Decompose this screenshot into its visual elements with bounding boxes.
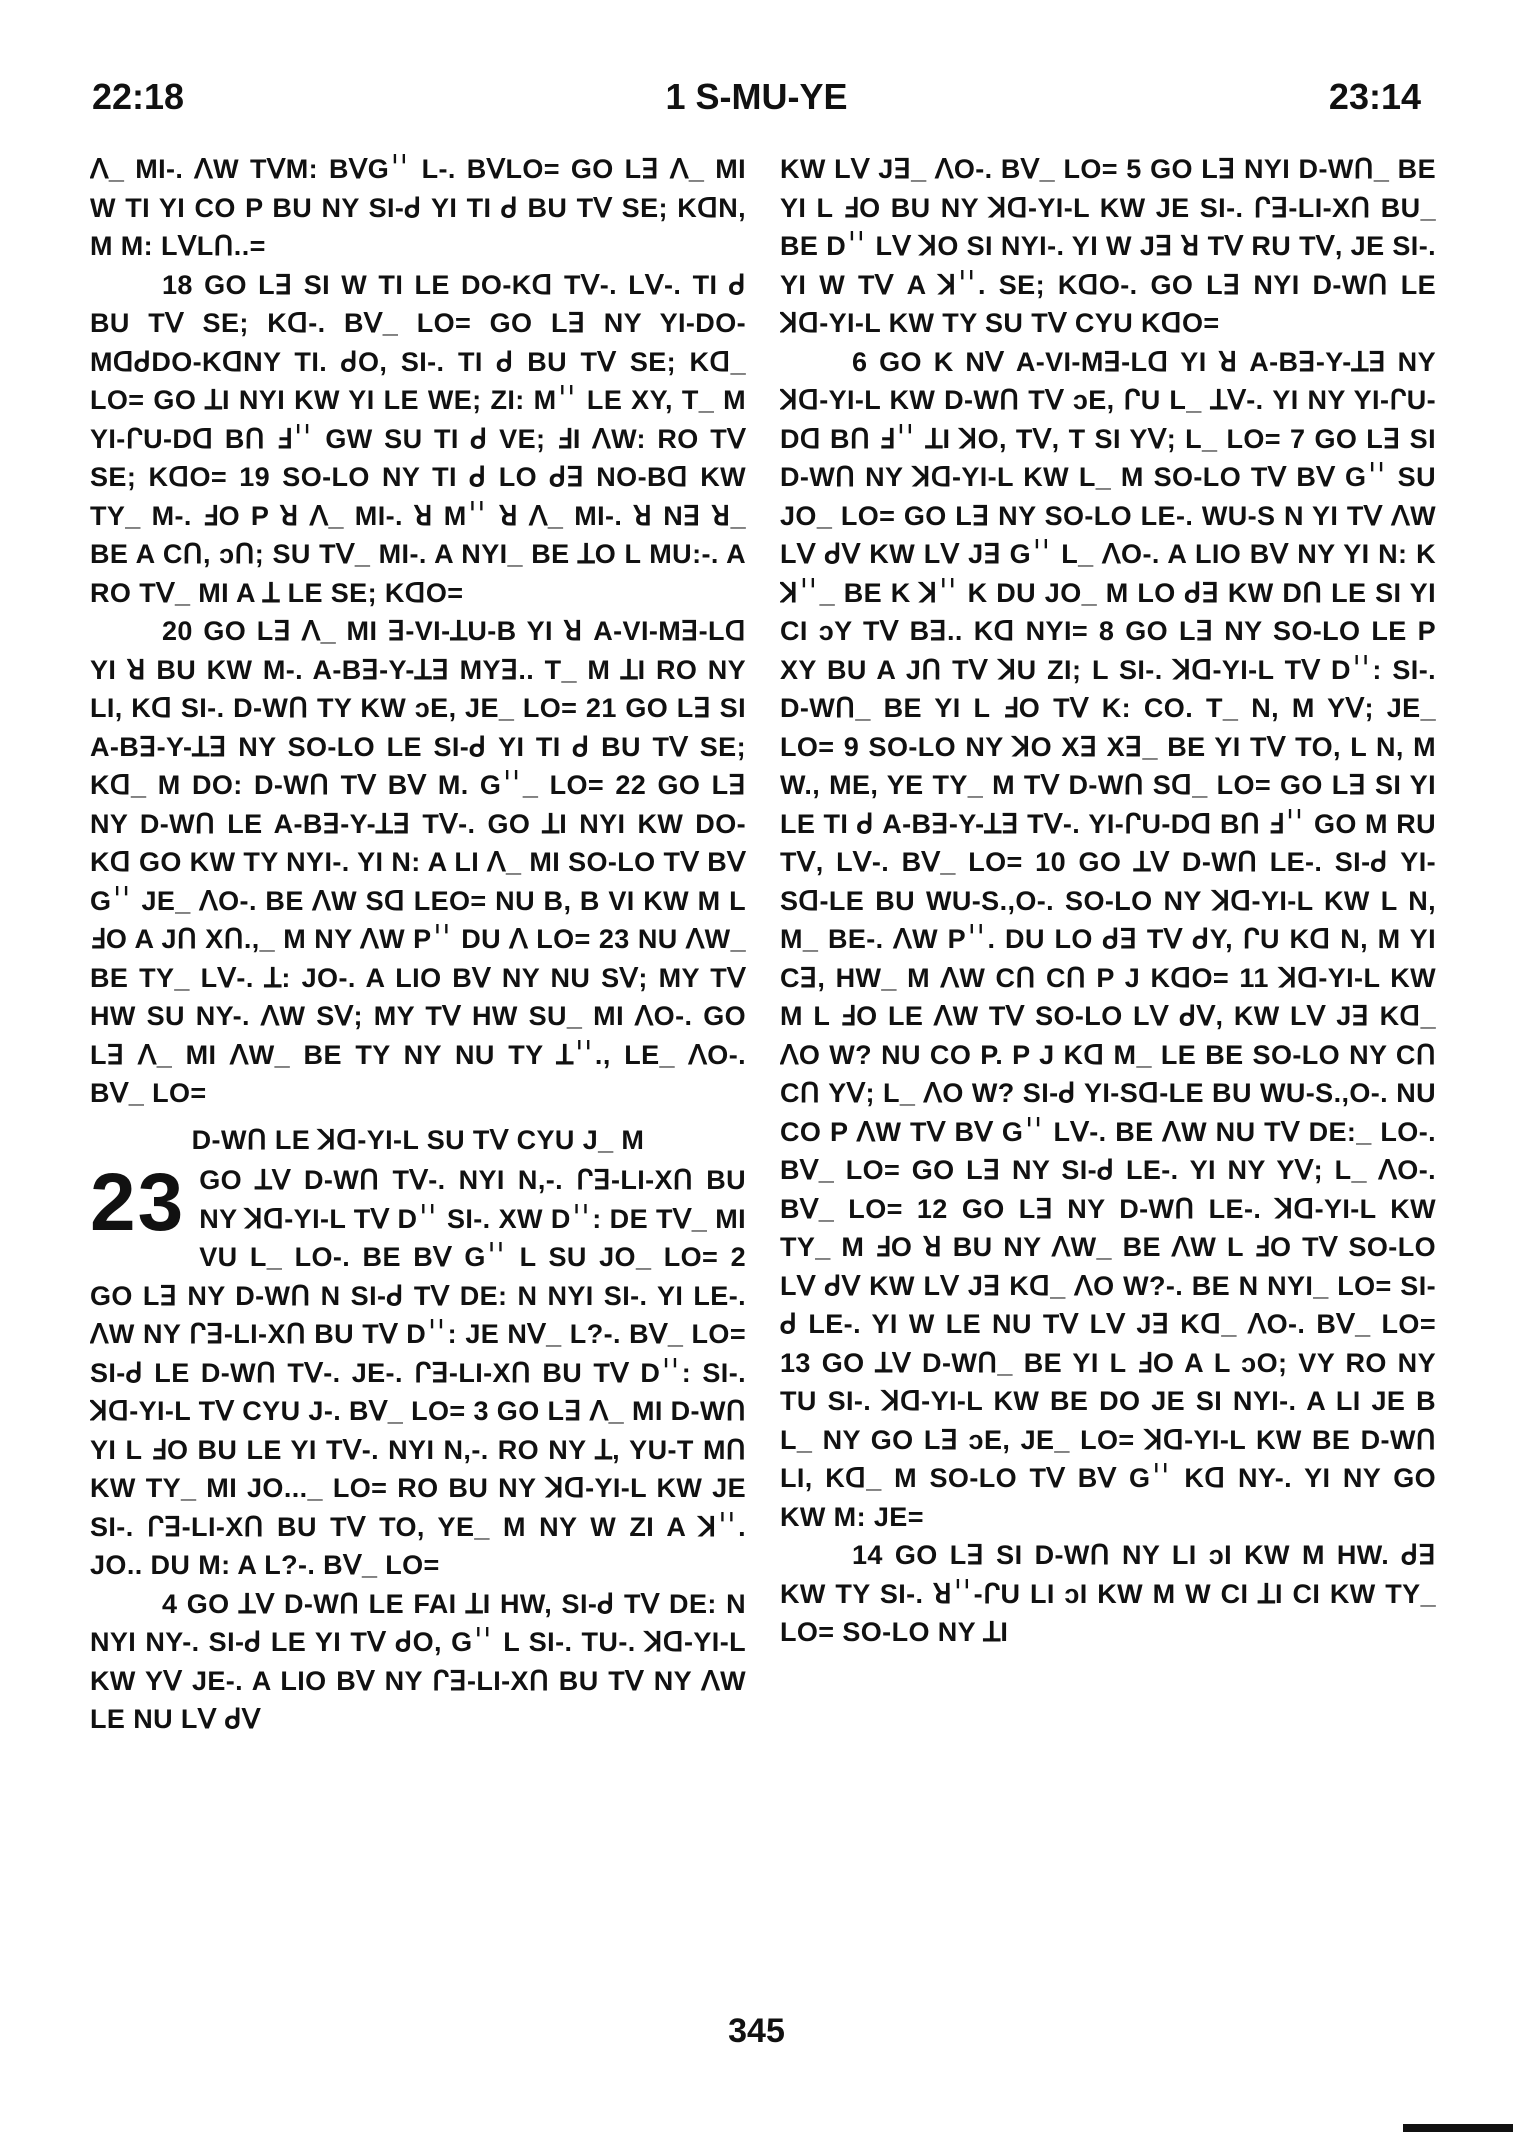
running-head — [0, 76, 1513, 126]
paragraph: ᐱ_ MI-. ᐱW TᐯM: BᐯG꓆ L-. BᐯLO= GO Lꓱ ᐱ_ MI W TI YI CO P BU NY SI-ᑯ YI TI ᑯ BU Tᐯ SE; KᗡN, M M: LᐯLՈ..= — [90, 154, 746, 261]
page-number: 345 — [728, 2012, 785, 2050]
corner-rule — [1403, 2124, 1513, 2132]
paragraph: 14 GO Lꓱ SI D-WՈ NY LI ↄI KW M HW. ᑯꓱ KW TY SI-. ꓤ꓆-ᒋU LI ↄI KW M W CI ꓕI CI KW TY_ LO= SO-LO NY ꓕI — [780, 1540, 1436, 1647]
book-title: 1 S-MU-YE — [665, 76, 848, 117]
left-text-column — [90, 150, 746, 1739]
paragraph: 18 GO Lꓱ SI W TI LE DO-Kᗡ Tᐯ-. Lᐯ-. TI ᑯ BU Tᐯ SE; Kᗡ-. Bᐯ_ LO= GO Lꓱ NY YI-DO-MᗡᑯDO-KᗡNY TI. ᑯO, SI-. TI ᑯ BU Tᐯ SE; Kᗡ_ LO= GO ꓕI NYI KW YI LE WE; ZI: M꓆ LE XY, T_ M YI-ᒋU-Dᗡ BՈ ꓞ꓆ GW SU TI ᑯ VE; ꓞI ᐱW: RO Tᐯ SE; KᗡO= 19 SO-LO NY TI ᑯ LO ᑯꓱ NO-Bᗡ KW TY_ M-. ꓞO P ꓤ ᐱ_ MI-. ꓤ M꓆ ꓤ ᐱ_ MI-. ꓤ Nꓱ ꓤ_ BE A CՈ, ↄՈ; SU Tᐯ_ MI-. A NYI_ BE ꓕO L MU:-. A RO Tᐯ_ MI A ꓕ LE SE; KᗡO= — [90, 269, 746, 608]
chapter-number: 23 — [90, 1157, 186, 1248]
paragraph: KW Lᐯ Jꓱ_ ᐱO-. Bᐯ_ LO= 5 GO Lꓱ NYI D-WՈ_ BE YI L ꓞO BU NY ꓘᗡ-YI-L KW JE SI-. ᒋꓱ-LI-XՈ BU_ BE D꓆ Lᐯ ꓘO SI NYI-. YI W Jꓱ ꓤ Tᐯ RU Tᐯ, JE SI-. YI W Tᐯ A ꓘ꓆. SE; KᗡO-. GO Lꓱ NYI D-WՈ LE ꓘᗡ-YI-L KW TY SU Tᐯ CYU KᗡO= — [780, 154, 1436, 338]
chapter-verse-end: 23:14 — [1328, 76, 1421, 117]
chapter-start — [90, 1157, 746, 1585]
paragraph: 6 GO K Nᐯ A-VI-Mꓱ-Lᗡ YI ꓤ A-Bꓱ-Y-ꓕꓱ NY ꓘᗡ-YI-L KW D-WՈ Tᐯ ↄE, ᒋU L_ ꓕᐯ-. YI NY YI-ᒋU-Dᗡ BՈ ꓞ꓆ ꓕI ꓘO, Tᐯ, T SI Yᐯ; L_ LO= 7 GO Lꓱ SI D-WՈ NY ꓘᗡ-YI-L KW L_ M SO-LO Tᐯ Bᐯ G꓆ SU JO_ LO= GO Lꓱ NY SO-LO LE-. WU-S N YI Tᐯ ᐱW Lᐯ ᑯᐯ KW Lᐯ Jꓱ G꓆ L_ ᐱO-. A LIO Bᐯ NY YI N: K ꓘ꓆_ BE K ꓘ꓆ K DU JO_ M LO ᑯꓱ KW DՈ LE SI YI CI ↄY Tᐯ Bꓱ.. Kᗡ NYI= 8 GO Lꓱ NY SO-LO LE P XY BU A JՈ Tᐯ ꓘU ZI; L SI-. ꓘᗡ-YI-L Tᐯ D꓆: SI-. D-WՈ_ BE YI L ꓞO Tᐯ K: CO. T_ N, M Yᐯ; JE_ LO= 9 SO-LO NY ꓘO Xꓱ Xꓱ_ BE YI Tᐯ TO, L N, M W., ME, YE TY_ M Tᐯ D-WՈ Sᗡ_ LO= GO Lꓱ SI YI LE TI ᑯ A-Bꓱ-Y-ꓕꓱ Tᐯ-. YI-ᒋU-Dᗡ BՈ ꓞ꓆ GO M RU Tᐯ, Lᐯ-. Bᐯ_ LO= 10 GO ꓕᐯ D-WՈ LE-. SI-ᑯ YI-Sᗡ-LE BU WU-S.,O-. SO-LO NY ꓘᗡ-YI-L KW L N, M_ BE-. ᐱW P꓆. DU LO ᑯꓱ Tᐯ ᑯY, ᒋU Kᗡ N, M YI Cꓱ, HW_ M ᐱW CՈ CՈ P J KᗡO= 11 ꓘᗡ-YI-L KW M L ꓞO LE ᐱW Tᐯ SO-LO Lᐯ ᑯᐯ, KW Lᐯ Jꓱ Kᗡ_ ᐱO W? NU CO P. P J Kᗡ M_ LE BE SO-LO NY CՈ CՈ Yᐯ; L_ ᐱO W? SI-ᑯ YI-Sᗡ-LE BU WU-S.,O-. NU CO P ᐱW Tᐯ Bᐯ G꓆ Lᐯ-. BE ᐱW NU Tᐯ DE:_ LO-. Bᐯ_ LO= GO Lꓱ NY SI-ᑯ LE-. YI NY Yᐯ; L_ ᐱO-. Bᐯ_ LO= 12 GO Lꓱ NY D-WՈ LE-. ꓘᗡ-YI-L KW TY_ M ꓞO ꓤ BU NY ᐱW_ BE ᐱW L ꓞO Tᐯ SO-LO Lᐯ ᑯᐯ KW Lᐯ Jꓱ Kᗡ_ ᐱO W?-. BE N NYI_ LO= SI-ᑯ LE-. YI W LE NU Tᐯ Lᐯ Jꓱ Kᗡ_ ᐱO-. Bᐯ_ LO= 13 GO ꓕᐯ D-WՈ_ BE YI L ꓞO A L ↄO; VY RO NY TU SI-. ꓘᗡ-YI-L KW BE DO JE SI NYI-. A LI JE B L_ NY GO Lꓱ ↄE, JE_ LO= ꓘᗡ-YI-L KW BE D-WՈ LI, Kᗡ_ M SO-LO Tᐯ Bᐯ G꓆ Kᗡ NY-. YI NY GO KW M: JE= — [780, 346, 1436, 1532]
right-text-column — [780, 150, 1436, 1652]
chapter-verse-start: 22:18 — [92, 76, 185, 117]
paragraph: GO ꓕᐯ D-WՈ Tᐯ-. NYI N,-. ᒋꓱ-LI-XՈ BU NY ꓘᗡ-YI-L Tᐯ D꓆ SI-. XW D꓆: DE Tᐯ_ MI VU L_ LO-. BE Bᐯ G꓆ L SU JO_ LO= 2 GO Lꓱ NY D-WՈ N SI-ᑯ Tᐯ DE: N NYI SI-. YI LE-. ᐱW NY ᒋꓱ-LI-XՈ BU Tᐯ D꓆: JE Nᐯ_ L?-. Bᐯ_ LO= SI-ᑯ LE D-WՈ Tᐯ-. JE-. ᒋꓱ-LI-XՈ BU Tᐯ D꓆: SI-. ꓘᗡ-YI-L Tᐯ CYU J-. Bᐯ_ LO= 3 GO Lꓱ ᐱ_ MI D-WՈ YI L ꓞO BU LE YI Tᐯ-. NYI N,-. RO NY ꓕ, YU-T MՈ KW TY_ MI JO..._ LO= RO BU NY ꓘᗡ-YI-L KW JE SI-. ᒋꓱ-LI-XՈ BU Tᐯ TO, YE_ M NY W ZI A ꓘ꓆. JO.. DU M: A L?-. Bᐯ_ LO= — [90, 1165, 746, 1580]
section-heading: D-WՈ LE ꓘᗡ-YI-L SU Tᐯ CYU J_ M — [191, 1124, 645, 1155]
paragraph: 4 GO ꓕᐯ D-WՈ LE FAI ꓕI HW, SI-ᑯ Tᐯ DE: N NYI NY-. SI-ᑯ LE YI Tᐯ ᑯO, G꓆ L SI-. TU-. ꓘᗡ-YI-L KW Yᐯ JE-. A LIO Bᐯ NY ᒋꓱ-LI-XՈ BU Tᐯ NY ᐱW LE NU Lᐯ ᑯᐯ — [90, 1588, 746, 1734]
paragraph: 20 GO Lꓱ ᐱ_ MI ꓱ-VI-ꓕU-B YI ꓤ A-VI-Mꓱ-Lᗡ YI ꓤ BU KW M-. A-Bꓱ-Y-ꓕꓱ MYꓱ.. T_ M ꓕI RO NY LI, Kᗡ SI-. D-WՈ TY KW ↄE, JE_ LO= 21 GO Lꓱ SI A-Bꓱ-Y-ꓕꓱ NY SO-LO LE SI-ᑯ YI TI ᑯ BU Tᐯ SE; Kᗡ_ M DO: D-WՈ Tᐯ Bᐯ M. G꓆_ LO= 22 GO Lꓱ NY D-WՈ LE A-Bꓱ-Y-ꓕꓱ Tᐯ-. GO ꓕI NYI KW DO-Kᗡ GO KW TY NYI-. YI N: A LI ᐱ_ MI SO-LO Tᐯ Bᐯ G꓆ JE_ ᐱO-. BE ᐱW Sᗡ LEO= NU B, B VI KW M L ꓞO A JՈ XՈ.,_ M NY ᐱW P꓆ DU ᐱ LO= 23 NU ᐱW_ BE TY_ Lᐯ-. ꓕ: JO-. A LIO Bᐯ NY NU Sᐯ; MY Tᐯ HW SU NY-. ᐱW Sᐯ; MY Tᐯ HW SU_ MI ᐱO-. GO Lꓱ ᐱ_ MI ᐱW_ BE TY NY NU TY ꓕ꓆., LE_ ᐱO-. Bᐯ_ LO= — [90, 616, 746, 1108]
